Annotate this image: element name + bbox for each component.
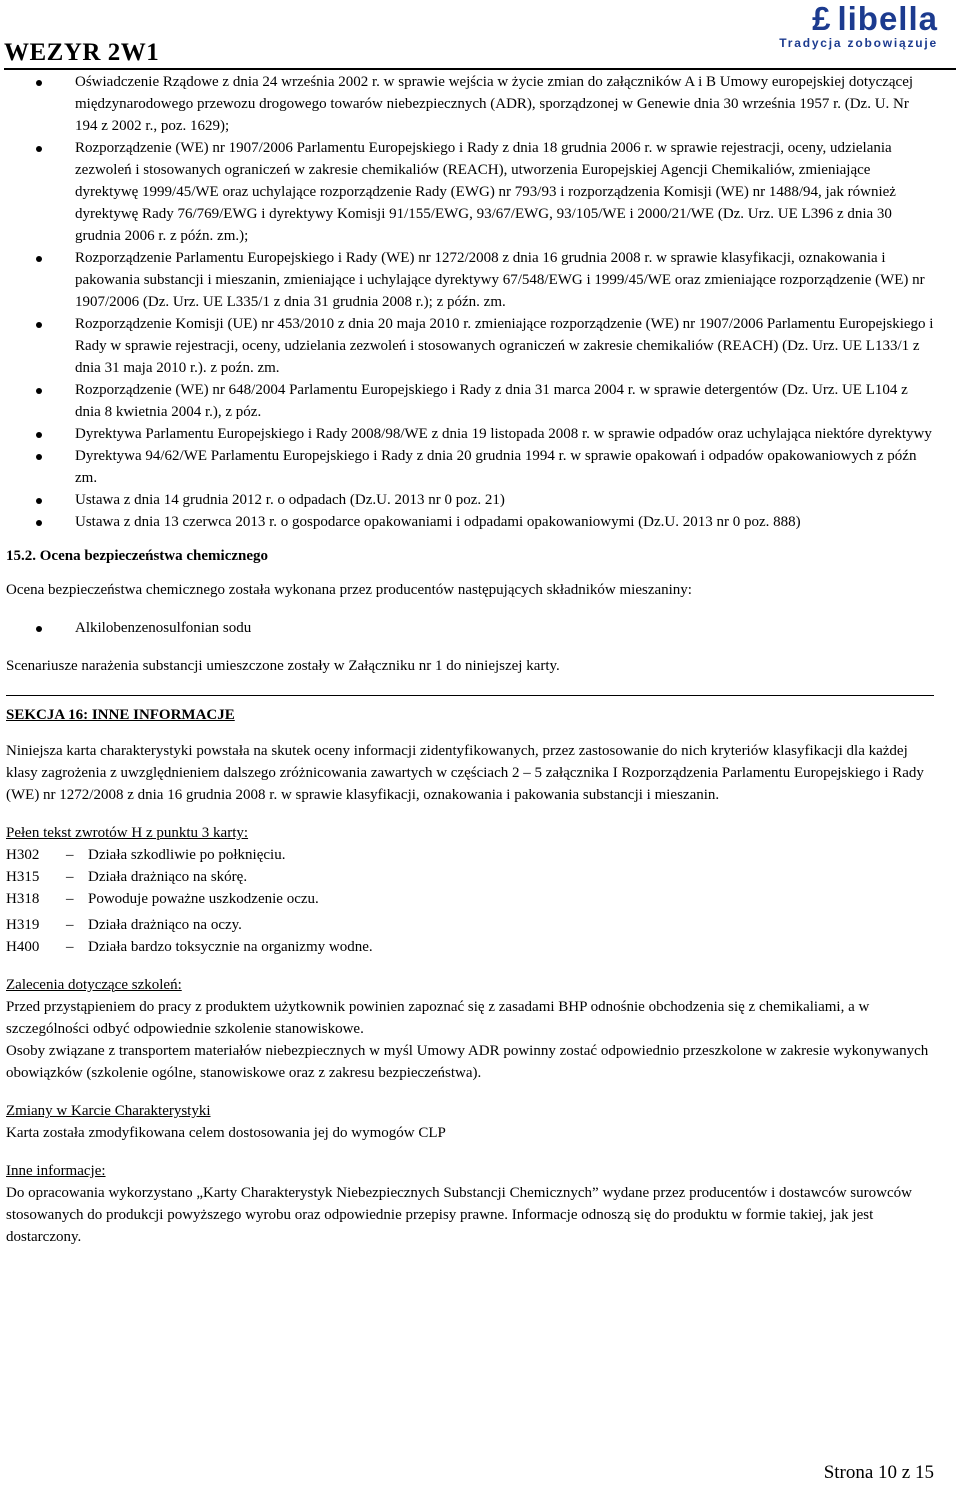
list-item-text: Rozporządzenie Parlamentu Europejskiego i Rady (WE) nr 1272/2008 z dnia 16 grudnia 2008 r. w sprawie klasyfikacji, oznakowania i pakowania substancji i mieszanin, zmieniające i uchylające dyrektywy 67/548/EWG i 1999/45/WE oraz zmieniające rozporządzenie (WE) nr 1907/2006 (Dz. Urz. UE L335/1 z dnia 31 grudnia 2008 r.); z późn. zm. — [75, 250, 925, 310]
list-item-text: Dyrektywa 94/62/WE Parlamentu Europejskiego i Rady z dnia 20 grudnia 1994 r. w sprawie opakowań i odpadów opakowaniowych z późn zm. — [75, 448, 917, 486]
regulations-list — [6, 71, 934, 533]
list-item-text: Oświadczenie Rządowe z dnia 24 września 2002 r. w sprawie wejścia w życie zmian do załączników A i B Umowy europejskiej dotyczącej międzynarodowego przewozu drogowego towarów niebezpiecznych (ADR), sporządzonej w Genewie dnia 30 września 1957 r. (Dz. U. Nr 194 z 2002 r., poz. 1629); — [75, 74, 914, 134]
bullet-icon — [36, 432, 42, 438]
list-item — [6, 379, 934, 423]
section-divider — [6, 695, 934, 696]
list-item — [6, 137, 934, 247]
bullet-icon — [36, 256, 42, 262]
h-text: Działa szkodliwie po połknięciu. — [88, 847, 286, 863]
h-statement-row: H400 – Działa bardzo toksycznie na organizmy wodne. — [6, 936, 934, 958]
page-header — [0, 0, 960, 70]
libella-logo — [738, 2, 938, 48]
product-title: WEZYR 2W1 — [4, 39, 160, 66]
h-statement-row: H302 – Działa szkodliwie po połknięciu. — [6, 844, 934, 866]
section-15-2-intro: Ocena bezpieczeństwa chemicznego została wykonana przez producentów następujących składników mieszaniny: — [6, 582, 692, 598]
bullet-icon — [36, 322, 42, 328]
components-list — [6, 617, 934, 639]
logo-wordmark — [738, 2, 938, 36]
other-info-heading: Inne informacje: — [6, 1163, 106, 1179]
bullet-icon — [36, 498, 42, 504]
changes-text: Karta została zmodyfikowana celem dostosowania jej do wymogów CLP — [6, 1125, 446, 1141]
h-text: Działa bardzo toksycznie na organizmy wodne. — [88, 939, 373, 955]
bullet-icon — [36, 520, 42, 526]
logo-mark-icon: £ — [812, 0, 832, 37]
bullet-icon — [36, 80, 42, 86]
logo-tagline: Tradycja zobowiązuje — [779, 36, 938, 50]
list-item — [6, 313, 934, 379]
list-item — [6, 445, 934, 489]
h-text: Powoduje poważne uszkodzenie oczu. — [88, 891, 319, 907]
list-item-text: Rozporządzenie Komisji (UE) nr 453/2010 z dnia 20 maja 2010 r. zmieniające rozporządzenie (WE) nr 1907/2006 Parlamentu Europejskiego i Rady w sprawie rejestracji, oceny, udzielania zezwoleń i stosowanych ograniczeń w zakresie chemikaliów (REACH) (Dz. Urz. UE L133/1 z dnia 31 maja 2010 r.). z poźn. zm. — [75, 316, 934, 376]
training-paragraph-2: Osoby związane z transportem materiałów niebezpiecznych w myśl Umowy ADR powinny zostać odpowiednio przeszkolone w zakresie wykonywanych obowiązków (szkolenie ogólne, stanowiskowe oraz z zakresu bezpieczeństwa). — [6, 1043, 929, 1081]
training-heading: Zalecenia dotyczące szkoleń: — [6, 977, 182, 993]
training-paragraph-1: Przed przystąpieniem do pracy z produktem użytkownik powinien zapoznać się z zasadami BHP odnośnie obchodzenia się z chemikaliami, a w szczególności odbyć odpowiednie szkolenie stanowiskowe. — [6, 999, 870, 1037]
h-code: H315 — [6, 869, 40, 885]
list-item — [6, 489, 934, 511]
h-text: Działa drażniąco na skórę. — [88, 869, 248, 885]
document-body — [6, 71, 934, 1248]
section-16-heading: SEKCJA 16: INNE INFORMACJE — [6, 707, 235, 723]
page-number: Strona 10 z 15 — [823, 1462, 934, 1483]
scenarios-text: Scenariusze narażenia substancji umieszczone zostały w Załączniku nr 1 do niniejszej karty. — [6, 658, 560, 674]
h-text: Działa drażniąco na oczy. — [88, 917, 242, 933]
list-item — [6, 617, 934, 639]
changes-heading: Zmiany w Karcie Charakterystyki — [6, 1103, 211, 1119]
list-item — [6, 423, 934, 445]
h-statement-row: H318 – Powoduje poważne uszkodzenie oczu. — [6, 888, 934, 910]
bullet-icon — [36, 626, 42, 632]
h-statements-list — [6, 844, 934, 958]
h-code: H400 — [6, 939, 40, 955]
h-statement-row: H319 – Działa drażniąco na oczy. — [6, 914, 934, 936]
header-divider — [4, 68, 956, 70]
section-15-2-heading: 15.2. Ocena bezpieczeństwa chemicznego — [6, 548, 269, 564]
h-statement-row: H315 – Działa drażniąco na skórę. — [6, 866, 934, 888]
list-item — [6, 247, 934, 313]
h-code: H302 — [6, 847, 40, 863]
list-item-text: Dyrektywa Parlamentu Europejskiego i Rady 2008/98/WE z dnia 19 listopada 2008 r. w sprawie odpadów oraz uchylająca niektóre dyrektywy — [75, 426, 932, 442]
other-info-text: Do opracowania wykorzystano „Karty Charakterystyk Niebezpiecznych Substancji Chemicznych” wydane przez producentów i dostawców surowców stosowanych do produkcji powyższego wyrobu oraz odpowiednie przepisy prawne. Informacje odnoszą się do produktu w formie takiej, jak jest dostarczony. — [6, 1185, 912, 1245]
h-statements-heading: Pełen tekst zwrotów H z punktu 3 karty: — [6, 825, 249, 841]
list-item — [6, 511, 934, 533]
bullet-icon — [36, 388, 42, 394]
bullet-icon — [36, 146, 42, 152]
section-16-intro: Niniejsza karta charakterystyki powstała na skutek oceny informacji zidentyfikowanych, przez zastosowanie do nich kryteriów klasyfikacji dla każdej klasy zagrożenia z uwzględnieniem dalszego zróżnicowania zawartych w częściach 2 – 5 załącznika I Rozporządzenia Parlamentu Europejskiego i Rady (WE) nr 1272/2008 z dnia 16 grudnia 2008 r. w sprawie klasyfikacji, oznakowania i pakowania substancji i mieszanin. — [6, 743, 924, 803]
bullet-icon — [36, 454, 42, 460]
list-item-text: Ustawa z dnia 14 grudnia 2012 r. o odpadach (Dz.U. 2013 nr 0 poz. 21) — [75, 492, 505, 508]
component-name: Alkilobenzenosulfonian sodu — [75, 620, 252, 636]
logo-text: libella — [837, 0, 938, 37]
h-code: H319 — [6, 917, 40, 933]
list-item-text: Rozporządzenie (WE) nr 1907/2006 Parlamentu Europejskiego i Rady z dnia 18 grudnia 2006 r. w sprawie rejestracji, oceny, udzielania zezwoleń i stosowanych ograniczeń w zakresie chemikaliów (REACH), utworzenia Europejskiej Agencji Chemikaliów, zmieniające dyrektywę 1999/45/WE oraz uchylające rozporządzenie Rady (EWG) nr 793/93 i rozporządzenia Komisji (WE) nr 1488/94, jak również dyrektywę Rady 76/769/EWG i dyrektywy Komisji 91/155/EWG, 93/67/EWG, 93/105/WE i 2000/21/WE (Dz. Urz. UE L396 z dnia 30 grudnia 2006 r. z późn. zm.); — [75, 140, 896, 244]
list-item-text: Rozporządzenie (WE) nr 648/2004 Parlamentu Europejskiego i Rady z dnia 31 marca 2004 r. w sprawie detergentów (Dz. Urz. UE L104 z dnia 8 kwietnia 2004 r.), z póz. — [75, 382, 908, 420]
list-item — [6, 71, 934, 137]
list-item-text: Ustawa z dnia 13 czerwca 2013 r. o gospodarce opakowaniami i odpadami opakowaniowymi (Dz.U. 2013 nr 0 poz. 888) — [75, 514, 801, 530]
h-code: H318 — [6, 891, 40, 907]
